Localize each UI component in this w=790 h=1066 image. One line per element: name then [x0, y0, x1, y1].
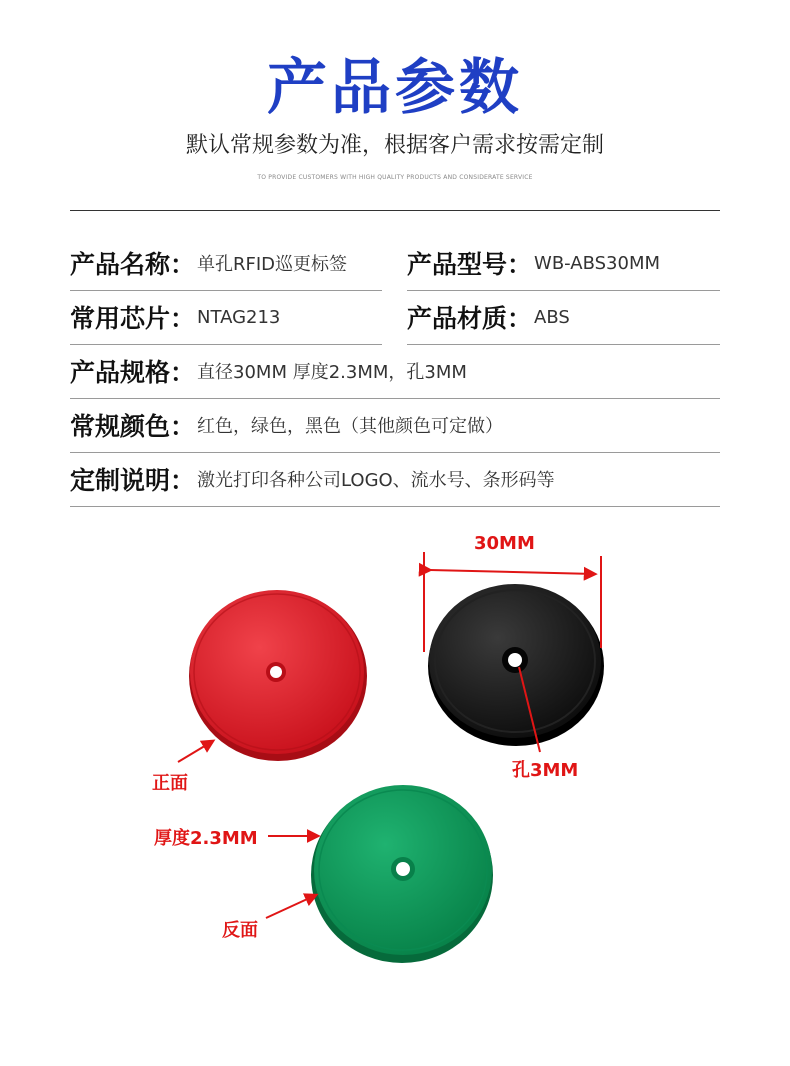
back-label: 反面: [222, 920, 258, 941]
spec-value: WB-ABS30MM: [534, 252, 660, 274]
green-tag: [311, 785, 493, 963]
spec-row-color: [70, 398, 720, 453]
spec-value: NTAG213: [197, 306, 281, 328]
spec-label: 定制说明：: [70, 466, 196, 495]
spec-row-material: [407, 290, 720, 345]
spec-row-chip: [70, 290, 382, 345]
spec-row-model: [407, 236, 720, 291]
tag-illustration: [0, 520, 790, 1066]
spec-label: 产品规格：: [70, 358, 196, 387]
spec-value: 单孔RFID巡更标签: [197, 254, 348, 275]
diameter-label: 30MM: [474, 533, 535, 554]
page-subtitle: 默认常规参数为准，根据客户需求按需定制: [185, 133, 604, 158]
spec-label: 产品型号：: [407, 250, 533, 279]
product-photos: [0, 520, 790, 1066]
spec-value: 激光打印各种公司LOGO、流水号、条形码等: [197, 470, 555, 491]
front-arrow: [178, 741, 213, 762]
thickness-label: 厚度2.3MM: [154, 828, 258, 849]
black-tag: [428, 584, 604, 746]
spec-row-custom: [70, 452, 720, 507]
spec-value: 红色，绿色，黑色（其他颜色可定做）: [197, 416, 504, 437]
top-divider: [70, 210, 720, 211]
spec-label: 产品材质：: [407, 304, 533, 333]
tagline: TO PROVIDE CUSTOMERS WITH HIGH QUALITY PRODUCTS AND CONSIDERATE SERVICE: [257, 174, 533, 181]
red-tag: [189, 590, 367, 761]
back-arrow: [266, 895, 316, 918]
spec-label: 常用芯片：: [70, 304, 196, 333]
spec-value: 直径30MM 厚度2.3MM，孔3MM: [197, 362, 467, 383]
front-label: 正面: [152, 773, 188, 794]
page-title: 产品参数: [267, 53, 523, 123]
spec-value: ABS: [534, 306, 570, 328]
hole-label: 孔3MM: [512, 760, 579, 781]
spec-label: 产品名称：: [70, 250, 196, 279]
spec-row-name: [70, 236, 382, 291]
spec-row-size: [70, 344, 720, 399]
spec-label: 常规颜色：: [70, 412, 196, 441]
